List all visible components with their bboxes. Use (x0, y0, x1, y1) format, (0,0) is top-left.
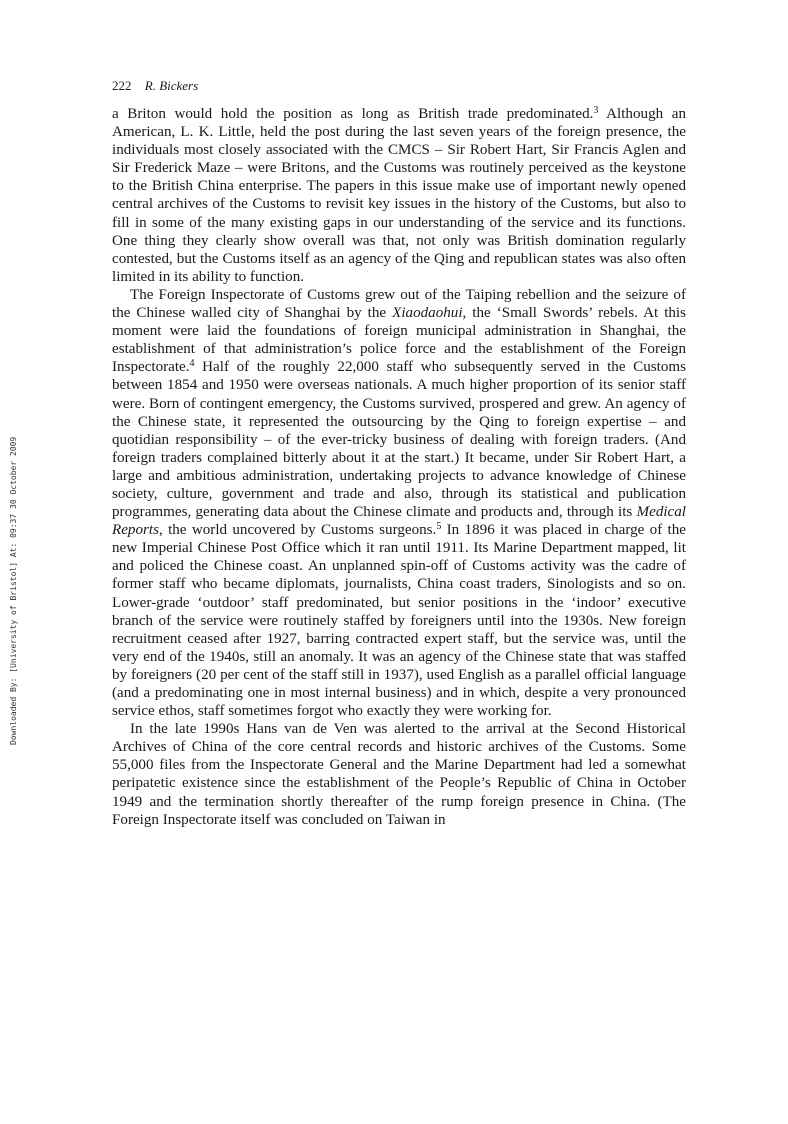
text-run: In the late 1990s Hans van de Ven was alerted to the arrival at the Second Historical Archives of China of the core central records and historic archives of the Customs. Some 55,000 files from the Inspectorate General and the Marine Department had led a somewhat peripatetic existence since the establishment of the People’s Republic of China in October 1949 and the termination shortly thereafter of the rump foreign presence in China. (The Foreign Inspectorate itself was concluded on Taiwan in (112, 721, 686, 828)
footnote-marker: 3 (593, 105, 599, 116)
footnote-marker: 4 (189, 358, 195, 370)
text-run: , the world uncovered by Customs surgeons. (158, 522, 437, 539)
text-run: The Foreign Inspectorate of Customs grew out of the Taiping rebellion and the seizure of the Chinese walled city of Shanghai by the (112, 286, 686, 322)
italic-term: Xiaodaohui (392, 305, 463, 322)
text-run: In 1896 it was placed in charge of the new Imperial Chinese Post Office which it ran until 1911. Its Marine Department mapped, lit and policed the Chinese coast. An unplanned spin-off of Customs activity was the cadre of former staff who became diplomats, journalists, China coast traders, Sinologists and so on. Lower-grade ‘outdoor’ staff predominated, but senior positions in the ‘indoor’ executive branch of the service were routinely staffed by foreigners until into the 1930s. New foreign recruitment ceased after 1927, barring contracted expert staff, but the service was, until the very end of the 1940s, still an anomaly. It was an agency of the Chinese state that was staffed by foreigners (20 per cent of the staff still in 1937), used English as a parallel official language (and a predominating one in most internal business) and in which, despite a very pronounced service ethos, staff sometimes forgot who exactly they were working for. (112, 522, 686, 720)
text-run: Half of the roughly 22,000 staff who subsequently served in the Customs between 1854 and 1950 were overseas nationals. A much higher proportion of its senior staff were. Born of contingent emergency, the Customs survived, prospered and grew. An agency of the Chinese state, it represented the outsourcing by the Qing to foreign expertise – and quotidian responsibility – of the ever-tricky business of dealing with foreign traders. (And foreign traders complained bitterly about it at the start.) It became, under Sir Robert Hart, a large and ambitious administration, undertaking projects to advance knowledge of Chinese society, culture, government and trade and also, through its statistical and publication programmes, generating data about the Chinese climate and products and, through its (112, 359, 686, 521)
italic-term: Medical Reports (112, 504, 686, 539)
text-run: a Briton would hold the position as long as British trade predominated. (112, 106, 594, 122)
download-watermark: Downloaded By: [University of Bristol] At: 09:37 30 October 2009 (9, 436, 18, 745)
body-text (112, 105, 686, 829)
page-number: 222 (112, 78, 132, 93)
running-author: R. Bickers (144, 78, 199, 93)
text-run: Although an American, L. K. Little, held the post during the last seven years of the foreign presence, the individuals most closely associated with the CMCS – Sir Robert Hart, Sir Francis Aglen and Sir Frederick Maze – were Britons, and the Customs was routinely perceived as the keystone to the British China enterprise. The papers in this issue make use of important newly opened central archives of the Customs to revisit key issues in the history of the Customs, but also to fill in some of the many existing gaps in our understanding of the service and its functions. One thing they clearly show overall was that, not only was British domination regularly contested, but the Customs itself as an agency of the Qing and republican states was also often limited in its ability to function. (112, 106, 686, 285)
running-header (112, 77, 198, 95)
body-paragraph (112, 105, 686, 286)
body-paragraph (112, 720, 686, 829)
footnote-marker: 5 (436, 521, 442, 533)
text-run: , the ‘Small Swords’ rebels. At this moment were laid the foundations of foreign municipal administration in Shanghai, the establishment of that administration’s police force and the establishment of the Foreign Inspectorate. (112, 305, 686, 376)
body-paragraph (112, 286, 686, 720)
